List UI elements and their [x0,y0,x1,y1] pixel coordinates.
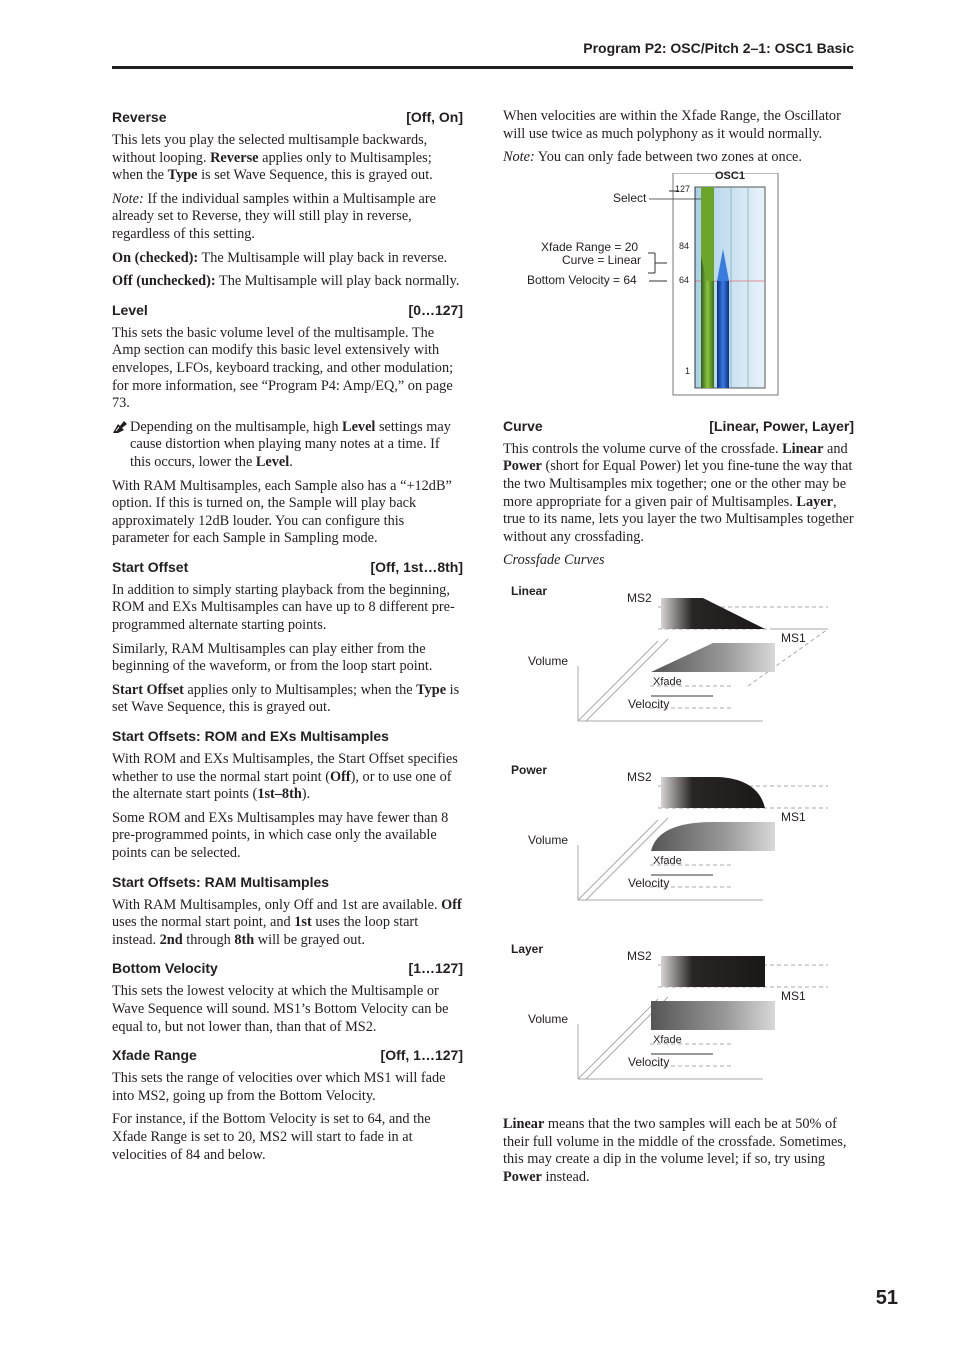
paragraph: This lets you play the selected multisample backwards, without looping. Reverse applies only to Multisamples; when the Type is set Wave Sequence, this is grayed out. [112,132,433,184]
note: Note: You can only fade between two zones at once. [503,149,802,166]
caution-text: Depending on the multisample, high Level settings may cause distortion when playing many notes at a time. If this occurs, lower the Level. [130,418,451,470]
left-column [112,108,463,1170]
paragraph: This sets the lowest velocity at which the Multisample or Wave Sequence will sound. MS1’s Bottom Velocity can be equal to, but not lower than, than that of MS2. [112,983,449,1035]
crossfade-curves-figure [503,576,854,1116]
osc1-velocity-graphic [503,173,854,401]
ms1-label: MS1 [781,630,806,645]
param-title: Xfade Range [112,1047,197,1064]
subheading-ram: Start Offsets: RAM Multisamples [112,873,330,890]
velocity-label: Velocity [628,1054,670,1069]
curve-label: Curve = Linear [562,252,642,267]
paragraph: With RAM Multisamples, each Sample also has a “+12dB” option. If this is turned on, the Sample will play back approximately 12dB louder. You can configure this parameter for each Sample in Sampling mode. [112,477,452,547]
param-title: Curve [503,417,543,434]
tick-64: 64 [679,274,690,285]
param-title: Bottom Velocity [112,960,218,977]
option-off: Off (unchecked): The Multisample will play back normally. [112,273,460,290]
param-range: [1…127] [408,960,463,977]
param-heading-start-offset [112,558,463,577]
param-heading-bottom-velocity [112,959,463,978]
paragraph: For instance, if the Bottom Velocity is set to 64, and the Xfade Range is set to 20, MS2 will start to fade in at velocities of 84 and below. [112,1111,431,1163]
page-number: 51 [875,1287,898,1309]
param-range: [Off, On] [406,109,463,125]
volume-label: Volume [528,653,569,668]
param-range: [Linear, Power, Layer] [709,417,854,434]
ms2-label: MS2 [627,948,652,963]
bottom-velocity-label: Bottom Velocity = 64 [527,272,637,287]
paragraph: In addition to simply starting playback from the beginning, ROM and EXs Multisamples can have up to 8 different pre-programmed alternate starting points. [112,581,455,634]
param-range: [0…127] [408,301,463,318]
option-on: On (checked): The Multisample will play back in reverse. [112,249,448,266]
paragraph: This sets the range of velocities over which MS1 will fade into MS2, going up from the Bottom Velocity. [112,1070,446,1104]
paragraph: Start Offset applies only to Multisamples; when the Type is set Wave Sequence, this is grayed out. [112,681,460,716]
param-range: [Off, 1…127] [380,1047,463,1064]
figure-caption: Crossfade Curves [503,552,605,569]
page-header: Program P2: OSC/Pitch 2–1: OSC1 Basic [583,40,854,56]
velocity-label: Velocity [628,696,670,711]
ms2-label: MS2 [627,590,652,605]
volume-label: Volume [528,1011,569,1026]
paragraph: With ROM and EXs Multisamples, the Start Offset specifies whether to use the normal start point (Off), or to use one of the alternate start points (1st–8th). [112,751,458,803]
ms2-label: MS2 [627,769,652,784]
paragraph: Similarly, RAM Multisamples can play either from the beginning of the waveform, or from the loop start point. [112,640,433,675]
subheading-rom-exs: Start Offsets: ROM and EXs Multisamples [112,728,389,745]
note: Note: If the individual samples within a Multisample are already set to Reverse, they will still play in reverse, regardless of this setting. [112,190,436,242]
xfade-label: Xfade [653,854,682,867]
header-rule [112,66,853,69]
tick-1: 1 [685,365,691,376]
paragraph: Linear means that the two samples will each be at 50% of their full volume in the middle of the crossfade. Sometimes, this may create a dip in the volume level; if so, try using Power instead. [503,1115,847,1185]
volume-label: Volume [528,832,569,847]
power-title: Power [511,762,548,777]
paragraph: When velocities are within the Xfade Range, the Oscillator will use twice as much polyphony as it would normally. [503,108,841,142]
param-heading-level [112,301,463,320]
param-title: Start Offset [112,558,189,575]
tick-127: 127 [675,183,691,194]
xfade-label: Xfade [653,1033,682,1046]
param-title: Reverse [112,109,167,125]
layer-title: Layer [511,941,544,956]
param-heading-reverse [112,108,463,127]
velocity-label: Velocity [628,875,670,890]
param-heading-xfade-range [112,1046,463,1065]
paragraph: This sets the basic volume level of the multisample. The Amp section can modify this basic level extensively with envelopes, LFOs, keyboard tracking, and other modulation; for more information, see “Program P4: Amp/EQ,” on page 73. [112,324,454,412]
param-heading-curve [503,417,854,436]
caution-icon [112,419,130,478]
osc1-title: OSC1 [715,169,745,182]
param-title: Level [112,301,148,318]
paragraph: With RAM Multisamples, only Off and 1st are available. Off uses the normal start point, and 1st uses the loop start instead. 2nd through 8th will be grayed out. [112,896,462,948]
ms1-label: MS1 [781,809,806,824]
tick-84: 84 [679,240,690,251]
paragraph: Some ROM and EXs Multisamples may have fewer than 8 pre-programmed points, in which case only the available points can be selected. [112,809,449,861]
linear-title: Linear [511,583,548,598]
osc1-velocity-figure [503,169,854,401]
right-column [503,108,854,1192]
xfade-range-label: Xfade Range = 20 [541,239,639,254]
paragraph: This controls the volume curve of the crossfade. Linear and Power (short for Equal Power) let you fine-tune the way that the two Multisamples mix together; one or the other may be more appropriate for a given pair of Multisamples. Layer, true to its name, lets you layer the two Multisamples together without any crossfading. [503,440,854,545]
select-label: Select [613,190,647,205]
caution-note [112,419,463,478]
xfade-label: Xfade [653,675,682,688]
param-range: [Off, 1st…8th] [370,558,463,575]
ms1-label: MS1 [781,988,806,1003]
